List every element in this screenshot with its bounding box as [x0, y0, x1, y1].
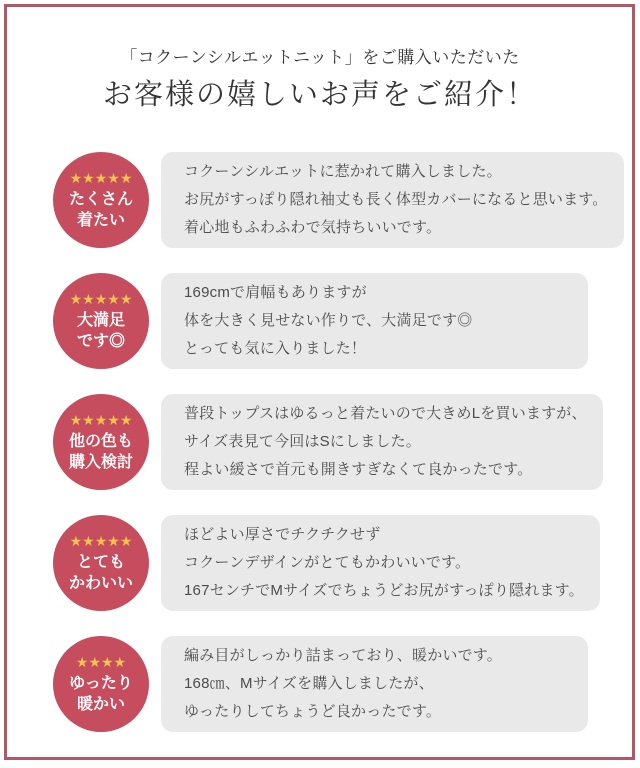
review-card	[53, 515, 588, 611]
review-text-bubble	[161, 636, 588, 732]
review-text-bubble	[161, 515, 600, 611]
page-header	[0, 46, 640, 116]
review-text-line: 普段トップスはゆるっと着たいので大きめLを買いますが、	[184, 405, 587, 422]
review-card	[53, 273, 588, 369]
review-text-bubble	[161, 394, 603, 490]
review-text-line: 169cmで肩幅もありますが	[184, 284, 367, 301]
badge-label-line1: 他の色も	[68, 432, 133, 450]
review-text-line: 体を大きく見せない作りで、大満足です◎	[184, 312, 473, 329]
review-text-line: コクーンデザインがとてもかわいいです。	[184, 554, 471, 571]
badge-label-line1: たくさん	[68, 190, 133, 208]
review-text-line: お尻がすっぽり隠れ袖丈も長く体型カバーになると思います。	[184, 191, 608, 208]
review-text-bubble	[161, 152, 624, 248]
review-text-line: ほどよい厚さでチクチクせず	[184, 526, 381, 543]
badge-label-line1: ゆったり	[69, 674, 133, 692]
badge-label-line2: です◎	[76, 332, 125, 350]
review-text-line: 着心地もふわふわで気持ちいいです。	[184, 219, 442, 236]
badge-label-line2: 着たい	[76, 211, 125, 229]
star-rating-icon: ★★★★★	[69, 169, 133, 186]
review-card	[53, 394, 588, 490]
header-subtitle: 「コクーンシルエットニット」をご購入いただいた	[120, 48, 520, 67]
page-title: お客様の嬉しいお声をご紹介！	[102, 79, 537, 111]
star-rating-icon: ★★★★★	[69, 411, 133, 428]
rating-badge	[53, 394, 149, 490]
star-rating-icon: ★★★★★	[69, 290, 133, 307]
badge-label-line1: とても	[76, 553, 125, 571]
review-card	[53, 152, 608, 248]
rating-badge	[53, 152, 149, 248]
review-card	[53, 636, 588, 732]
star-rating-icon: ★★★★	[75, 653, 127, 670]
review-text-bubble	[161, 273, 588, 369]
review-text-line: 168㎝、Mサイズを購入しましたが、	[184, 675, 434, 692]
rating-badge	[53, 273, 149, 369]
review-text-line: 編み目がしっかり詰まっており、暖かいです。	[184, 647, 503, 664]
review-text-line: サイズ表見て今回はSにしました。	[184, 433, 422, 450]
badge-label-line1: 大満足	[76, 311, 125, 329]
review-list	[0, 152, 640, 732]
review-text-line: ゆったりしてちょうど良かったです。	[184, 703, 442, 720]
badge-label-line2: 暖かい	[76, 695, 125, 713]
star-rating-icon: ★★★★★	[69, 532, 133, 549]
badge-label-line2: かわいい	[68, 574, 133, 592]
review-text-line: 程よい緩さで首元も開きすぎなくて良かったです。	[184, 461, 533, 478]
review-text-line: コクーンシルエットに惹かれて購入しました。	[184, 163, 502, 180]
review-text-line: 167センチでMサイズでちょうどお尻がすっぽり隠れます。	[184, 582, 584, 599]
badge-label-line2: 購入検討	[68, 453, 133, 471]
rating-badge	[53, 636, 149, 732]
review-text-line: とっても気に入りました！	[184, 340, 367, 357]
rating-badge	[53, 515, 149, 611]
